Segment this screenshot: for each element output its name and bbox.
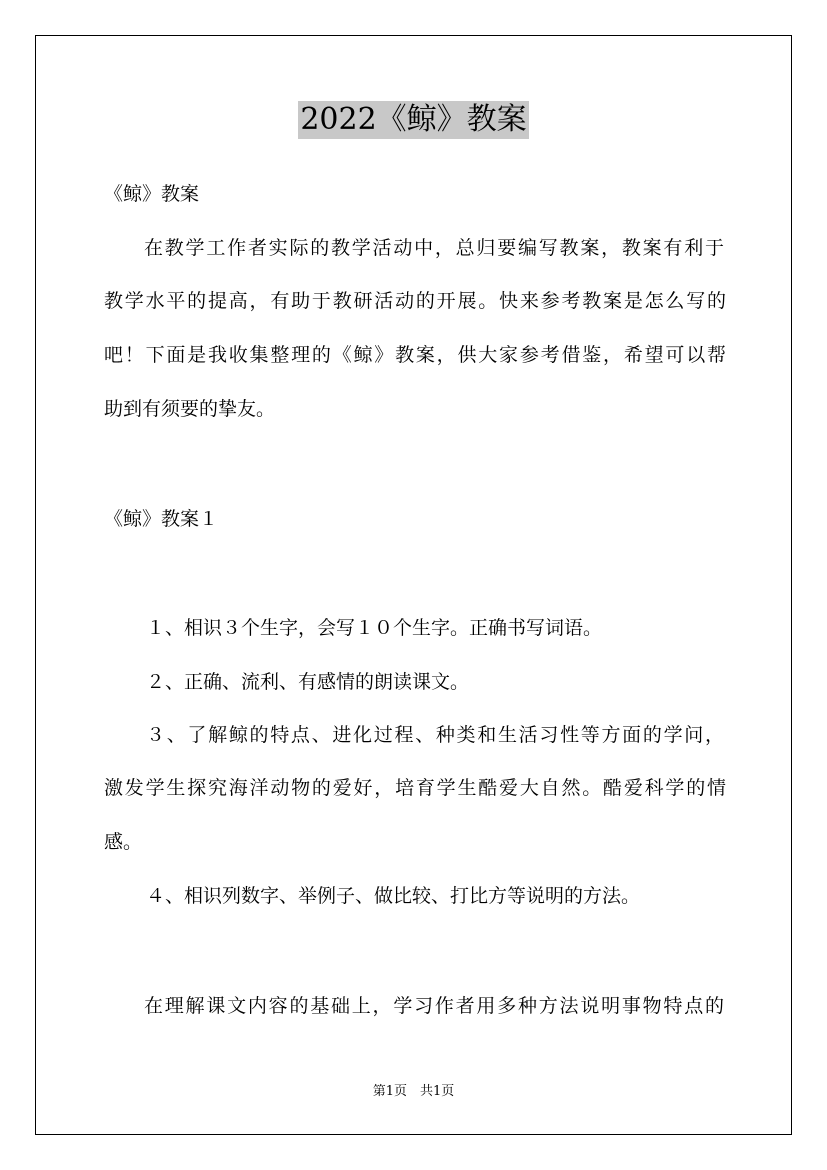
intro-line-4: 助到有须要的挚友。 bbox=[104, 398, 276, 420]
intro-line-1: 在教学工作者实际的教学活动中，总归要编写教案，教案有利于 bbox=[144, 237, 724, 259]
paragraph-line: 在理解课文内容的基础上，学习作者用多种方法说明事物特点的 bbox=[144, 995, 724, 1017]
list-item-2: ２、正确、流利、有感情的朗读课文。 bbox=[146, 671, 470, 693]
page-number: 第1页 共1页 bbox=[372, 1084, 455, 1099]
list-item-3-line-2: 激发学生探究海洋动物的爱好，培育学生酷爱大自然。酷爱科学的情 bbox=[104, 777, 726, 799]
intro-line-2: 教学水平的提高，有助于教研活动的开展。快来参考教案是怎么写的 bbox=[104, 290, 726, 312]
title-container bbox=[0, 101, 827, 139]
section-heading: 《鲸》教案１ bbox=[104, 508, 219, 530]
list-item-3-line-3: 感。 bbox=[104, 831, 143, 853]
list-item-3-line-1: ３、了解鲸的特点、进化过程、种类和生活习性等方面的学问， bbox=[146, 724, 724, 746]
list-item-4: ４、相识列数字、举例子、做比较、打比方等说明的方法。 bbox=[146, 885, 641, 907]
list-item-1: １、相识３个生字，会写１０个生字。正确书写词语。 bbox=[146, 617, 603, 639]
document-heading: 《鲸》教案 bbox=[104, 183, 200, 205]
intro-line-3: 吧！下面是我收集整理的《鲸》教案，供大家参考借鉴，希望可以帮 bbox=[104, 344, 726, 366]
document-title: 2022《鲸》教案 bbox=[300, 102, 527, 137]
